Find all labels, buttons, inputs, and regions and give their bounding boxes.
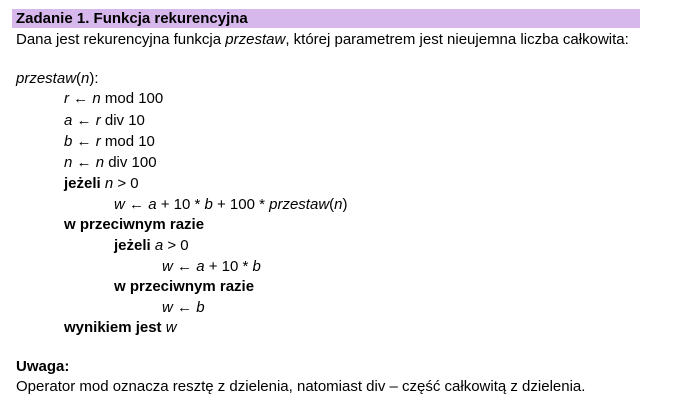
expr: + 10 * [204, 258, 253, 275]
arrow: ← [69, 90, 93, 107]
fn-name: przestaw [269, 196, 330, 213]
expr: div 100 [104, 154, 157, 171]
arrow: ← [72, 133, 96, 150]
code-line-1 [64, 89, 163, 109]
code-assign-w-2 [162, 257, 261, 277]
signature-fn: przestaw [16, 70, 77, 87]
keyword: jeżeli [114, 237, 151, 254]
note-title: Uwaga: [16, 358, 70, 375]
var: b [64, 133, 73, 150]
code-else-2 [114, 277, 254, 297]
var: w [114, 196, 125, 213]
intro-text [16, 30, 629, 50]
var: w [161, 319, 177, 336]
var: r [95, 112, 101, 129]
code-else-1 [64, 215, 204, 235]
intro-after: , której parametrem jest nieujemna liczba całkowita: [285, 31, 629, 48]
var: w [162, 299, 173, 316]
arrow: ← [124, 196, 149, 213]
expr: + 10 * [156, 196, 205, 213]
code-assign-w-3 [162, 298, 205, 318]
var: b [204, 196, 213, 213]
var: b [252, 258, 261, 275]
expr: mod 100 [100, 90, 164, 107]
arrow: ← [72, 154, 96, 171]
intro-function-name: przestaw [225, 31, 286, 48]
keyword: wynikiem jest [64, 319, 162, 336]
keyword: w przeciwnym razie [114, 278, 255, 295]
arrow: ← [72, 112, 96, 129]
arrow: ← [172, 258, 197, 275]
task-header [12, 9, 640, 28]
var: r [64, 90, 69, 107]
var: n [100, 175, 114, 192]
var: a [150, 237, 164, 254]
expr: mod 10 [100, 133, 155, 150]
keyword: jeżeli [64, 175, 101, 192]
expr: div 10 [100, 112, 145, 129]
var: n [64, 154, 73, 171]
var: a [196, 258, 205, 275]
signature-close: ): [89, 70, 99, 87]
task-title: Zadanie 1. Funkcja rekurencyjna [16, 10, 248, 27]
var: a [148, 196, 157, 213]
code-signature [16, 69, 99, 89]
code-return [64, 318, 177, 338]
expr: + 100 * [212, 196, 270, 213]
var: n [92, 90, 101, 107]
signature-open: ( [76, 70, 82, 87]
var: r [95, 133, 101, 150]
code-line-3 [64, 132, 155, 152]
code-line-4 [64, 153, 157, 173]
expr: > 0 [113, 175, 139, 192]
var: a [64, 112, 73, 129]
expr: > 0 [163, 237, 189, 254]
paren: ( [329, 196, 335, 213]
signature-param: n [81, 70, 90, 87]
note-text: Operator mod oznacza resztę z dzielenia, natomiast div – część całkowitą z dzielenia. [16, 378, 586, 395]
code-if-1 [64, 174, 139, 194]
code-line-2 [64, 111, 145, 131]
code-if-2 [114, 236, 189, 256]
var: b [196, 299, 205, 316]
arrow: ← [172, 299, 197, 316]
var: n [334, 196, 343, 213]
var: n [95, 154, 105, 171]
var: w [162, 258, 173, 275]
intro-before: Dana jest rekurencyjna funkcja [16, 31, 226, 48]
paren: ) [342, 196, 348, 213]
code-assign-w-1 [114, 195, 348, 215]
keyword: w przeciwnym razie [64, 216, 205, 233]
